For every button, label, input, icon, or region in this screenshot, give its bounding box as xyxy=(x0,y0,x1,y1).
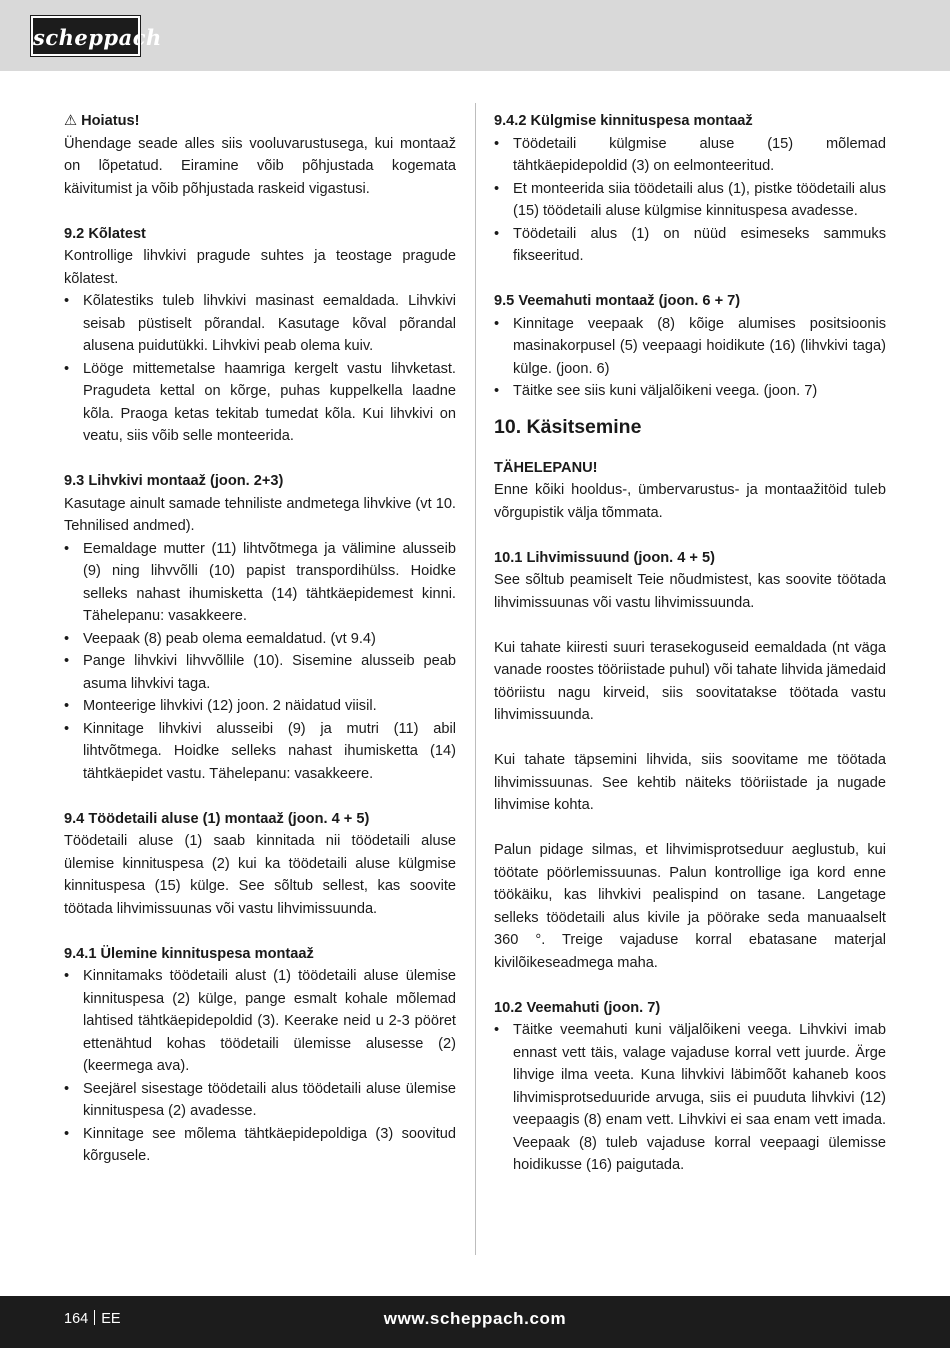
section-9-2-text: Kontrollige lihvkivi pragude suhtes ja teostage pragude kõlatest. xyxy=(64,248,456,287)
list-item: • Töödetaili külgmise aluse (15) mõlemad tähtkäepidepoldid (3) on eelmonteeritud. xyxy=(494,133,886,178)
section-9-3-text: Kasutage ainult samade tehniliste andmetega lihvkive (vt 10. Tehnilised andmed). xyxy=(64,495,456,534)
list-item: • Kinnitage see mõlema tähtkäepidepoldiga (3) soovitud kõrgusele. xyxy=(64,1123,456,1168)
right-column xyxy=(494,110,886,1177)
warning-title: Hoiatus! xyxy=(81,113,140,129)
warning-text: Ühendage seade alles siis vooluvarustusega, kui montaaž on lõpetatud. Eiramine võib põhjustada kogemata käivitumist ja võib põhjustada raskeid vigastusi. xyxy=(64,135,456,197)
list-item: • Kinnitage veepaak (8) kõige alumises positsioonis masinakorpusel (5) veepaagi hoidikute (16) (lihvkivi taga) külge. (joon. 6) xyxy=(494,313,886,381)
list-item: • Monteerige lihvkivi (12) joon. 2 näidatud viisil. xyxy=(64,695,456,718)
column-divider xyxy=(475,103,476,1255)
list-item: • Eemaldage mutter (11) lihtvõtmega ja välimine alusseib (9) ning lihvvõlli (10) papist transpordihülss. Hoidke selleks nahast ihumisketta (14) tähtkäepidemest kinni. Tähelepanu: vasakkeere. xyxy=(64,538,456,628)
section-10-1-paragraph-3: Kui tahate täpsemini lihvida, siis soovitame me töötada lihvimissuunas. See kehtib näiteks tööriistade ja nugade lihvimise kohta. xyxy=(494,752,886,813)
section-9-4-2-list xyxy=(494,133,886,268)
section-9-3-list xyxy=(64,538,456,786)
list-item: • Pange lihvkivi lihvvõllile (10). Sisemine alusseib peab asuma lihvkivi taga. xyxy=(64,650,456,695)
section-9-4-title: 9.4 Töödetaili aluse (1) montaaž (joon. 4 + 5) xyxy=(64,810,370,827)
page-number: 164 xyxy=(64,1311,89,1327)
scheppach-logo: scheppach xyxy=(31,16,140,56)
section-10-2-list xyxy=(494,1019,886,1177)
warning-heading xyxy=(64,110,456,133)
list-item: • Veepaak (8) peab olema eemaldatud. (vt 9.4) xyxy=(64,628,456,651)
list-item: • Kõlatestiks tuleb lihvkivi masinast eemaldada. Lihvkivi seisab püstiselt põrandal. Kasutage kõval põrandal alusena puidutükki. Lihvkivi peab olema kuiv. xyxy=(64,290,456,358)
list-item: • Et monteerida siia töödetaili alus (1), pistke töödetaili alus (15) töödetaili aluse külgmise kinnituspesa avadesse. xyxy=(494,178,886,223)
section-9-2-list xyxy=(64,290,456,448)
website-link[interactable]: www.scheppach.com xyxy=(383,1309,567,1328)
list-item: • Kinnitamaks töödetaili alust (1) töödetaili aluse ülemise kinnituspesa (2) külge, pange esmalt kohale mõlemad lahtised tähtkäepidepoldid (3). Keerake neid u 2-3 pööret ettenähtud kohas töödetaili ülemisse alusesse (2) (keermega ava). xyxy=(64,965,456,1078)
list-item: • Täitke see siis kuni väljalõikeni veega. (joon. 7) xyxy=(494,380,886,403)
page-header xyxy=(0,0,950,71)
section-10-1-paragraph-2: Kui tahate kiiresti suuri terasekoguseid eemaldada (nt väga vanade roostes tööriistade puhul) või tahate lihvida jämedaid tööriistu nagu kirveid, siis soovitatakse töötada vastu lihvimissuunda. xyxy=(494,639,886,723)
section-9-3-title: 9.3 Lihvkivi montaaž (joon. 2+3) xyxy=(64,473,284,489)
list-item: • Seejärel sisestage töödetaili alus töödetaili aluse ülemise kinnituspesa (2) avadesse. xyxy=(64,1078,456,1123)
attention-text: Enne kõiki hooldus-, ümbervarustus- ja montaažitöid tuleb võrgupistik välja tõmmata. xyxy=(494,482,886,521)
section-9-5-title: 9.5 Veemahuti montaaž (joon. 6 + 7) xyxy=(494,293,741,309)
left-column xyxy=(64,110,456,1168)
list-item: • Töödetaili alus (1) on nüüd esimeseks sammuks fikseeritud. xyxy=(494,223,886,268)
section-10-1-paragraph-1: See sõltub peamiselt Teie nõudmistest, kas soovite töötada lihvimissuunas või vastu lihvimissuunda. xyxy=(494,572,886,611)
section-9-2-title: 9.2 Kõlatest xyxy=(64,225,146,242)
language-code: EE xyxy=(101,1311,121,1327)
section-9-4-1-title: 9.4.1 Ülemine kinnituspesa montaaž xyxy=(64,945,314,962)
list-item: • Lööge mittemetalse haamriga kergelt vastu lihvketast. Pragudeta kettal on kõrge, puhas kuppelkella laadne kõla. Praoga ketas tekitab tumedat kõla. Kui lihvkivi on veatu, siis võib selle monteerida. xyxy=(64,358,456,448)
list-item: • Kinnitage lihvkivi alusseibi (9) ja mutri (11) abil lihtvõtmega. Hoidke selleks nahast ihumisketta (14) tähtkäepidet vastu. Tähelepanu: vasakkeere. xyxy=(64,718,456,786)
warning-triangle-icon: ⚠ xyxy=(64,113,78,129)
section-10-2-title: 10.2 Veemahuti (joon. 7) xyxy=(494,999,661,1016)
list-item: • Täitke veemahuti kuni väljalõikeni veega. Lihvkivi imab ennast vett täis, valage vajaduse korral vett juurde. Ärge lihvige ilma veeta. Kuna lihvkivi läbimõõt kahaneb koos lihvimisprotseduuride arvuga, siis ei puuduta lihvkivi (12) veepaagis (8) enam vett. Lihvkivi ei saa enam vett imada. Veepaak (8) tuleb vajaduse korral veepaagi ülemisse hoidikusse (16) paigutada. xyxy=(494,1019,886,1177)
section-10-1-title: 10.1 Lihvimissuund (joon. 4 + 5) xyxy=(494,549,715,566)
section-9-4-2-title: 9.4.2 Külgmise kinnituspesa montaaž xyxy=(494,113,753,129)
chapter-10-title: 10. Käsitsemine xyxy=(494,415,642,438)
section-10-1-paragraph-4: Palun pidage silmas, et lihvimisprotseduur aeglustub, kui töötate pöörlemissuunas. Palun kontrollige iga kord enne töökäiku, kas lihvkivi pealispind on tasane. Langetage selleks töödetaili alus kivile ja pöörake seda manuaalselt 360 °. Treige vajaduse korral ebatasane materjal kivilõikeseadmega maha. xyxy=(494,842,886,971)
attention-title: TÄHELEPANU! xyxy=(494,459,598,476)
section-9-4-1-list xyxy=(64,965,456,1168)
section-9-5-list xyxy=(494,313,886,403)
section-9-4-text: Töödetaili aluse (1) saab kinnitada nii töödetaili aluse ülemise kinnituspesa (2) kui ka töödetaili aluse külgmise kinnituspesa (15) külge. See sõltub sellest, kas soovite töötada lihvimissuunas või vastu lihvimissuunda. xyxy=(64,833,456,917)
page-footer xyxy=(0,1296,950,1348)
